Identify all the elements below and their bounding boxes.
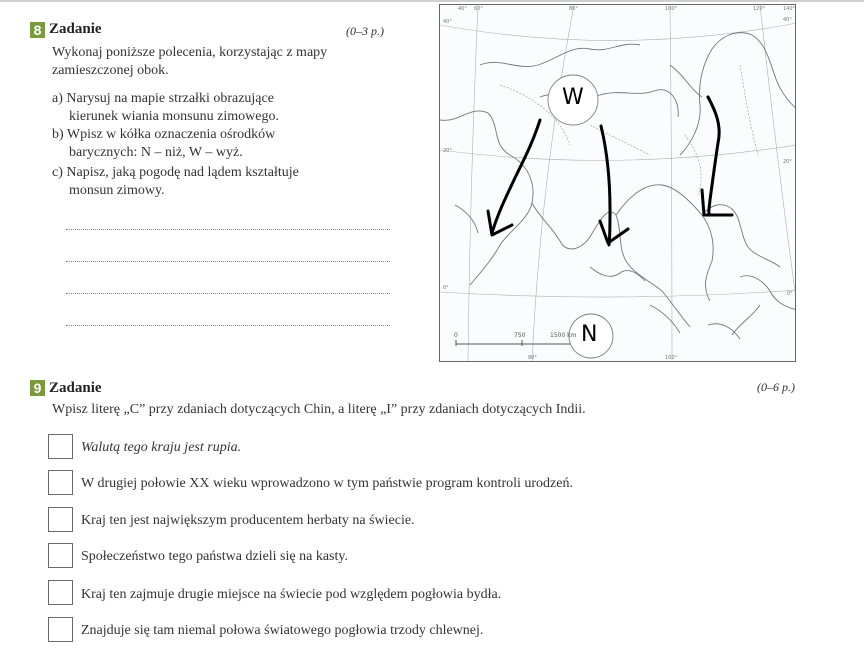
arrow-east-head bbox=[702, 190, 732, 215]
answer-line-1[interactable] bbox=[66, 229, 390, 231]
coord-bottom-80: 80° bbox=[528, 355, 537, 361]
statement-1: Walutą tego kraju jest rupia. bbox=[81, 440, 242, 455]
coord-left-40: 40° bbox=[443, 19, 452, 25]
task-8-item-b-line2: barycznych: N – niż, W – wyż. bbox=[69, 145, 243, 160]
arrow-west-stroke bbox=[492, 120, 540, 233]
task-8-points: (0–3 p.) bbox=[346, 24, 384, 38]
coord-top-60: 60° bbox=[474, 6, 483, 12]
task-8-number: 8 bbox=[30, 22, 45, 38]
coord-right-40: 40° bbox=[783, 17, 792, 23]
answer-box-6[interactable] bbox=[48, 617, 73, 642]
task-9-title: Zadanie bbox=[49, 380, 102, 396]
coord-left-20: 20° bbox=[443, 148, 452, 154]
task-8-item-c-line1: c) Napisz, jaką pogodę nad lądem kształtuje bbox=[52, 165, 299, 180]
task-8-item-b-line1: b) Wpisz w kółka oznaczenia ośrodków bbox=[52, 127, 276, 142]
task-9-number: 9 bbox=[30, 380, 45, 396]
coord-top-140: 140° bbox=[783, 6, 796, 12]
task-8-item-a-line1: a) Narysuj na mapie strzałki obrazujące bbox=[52, 91, 274, 106]
answer-line-3[interactable] bbox=[66, 293, 390, 295]
statement-5: Kraj ten zajmuje drugie miejsce na świecie pod względem pogłowia bydła. bbox=[81, 587, 502, 602]
high-pressure-label: W bbox=[562, 85, 584, 110]
coord-left-0: 0° bbox=[443, 285, 449, 291]
task-9-instruction: Wpisz literę „C” przy zdaniach dotyczących Chin, a literę „I” przy zdaniach dotyczących Indii. bbox=[52, 402, 586, 417]
statement-6: Znajduje się tam niemal połowa światowego pogłowia trzody chlewnej. bbox=[81, 623, 484, 638]
statement-4: Społeczeństwo tego państwa dzieli się na kasty. bbox=[81, 549, 348, 564]
coord-right-20: 20° bbox=[783, 159, 792, 165]
answer-box-2[interactable] bbox=[48, 470, 73, 495]
scale-label-1500: 1500 km bbox=[550, 332, 577, 339]
task-9-points: (0–6 p.) bbox=[757, 380, 795, 394]
answer-box-5[interactable] bbox=[48, 580, 73, 605]
coord-top-100: 100° bbox=[665, 6, 678, 12]
arrow-east-stroke bbox=[708, 97, 719, 215]
arrow-centre-head bbox=[600, 221, 628, 243]
coord-top-80: 80° bbox=[569, 6, 578, 12]
answer-box-1[interactable] bbox=[48, 434, 73, 459]
coord-right-0: 0° bbox=[787, 291, 793, 297]
map-drawing bbox=[440, 5, 796, 362]
coord-top-40: 40° bbox=[458, 6, 467, 12]
task-8-item-c-line2: monsun zimowy. bbox=[69, 183, 165, 198]
answer-box-3[interactable] bbox=[48, 507, 73, 532]
low-pressure-label: N bbox=[581, 322, 598, 347]
monsoon-map bbox=[439, 4, 796, 362]
scale-label-0: 0 bbox=[454, 332, 458, 339]
task-8-intro-line2: zamieszczonej obok. bbox=[52, 63, 169, 78]
coord-bottom-100: 100° bbox=[665, 355, 678, 361]
answer-line-4[interactable] bbox=[66, 325, 390, 327]
coord-top-120: 120° bbox=[753, 6, 766, 12]
task-8-intro-line1: Wykonaj poniższe polecenia, korzystając z mapy bbox=[52, 45, 328, 60]
task-8-title: Zadanie bbox=[49, 21, 102, 37]
top-border bbox=[0, 0, 864, 2]
scale-bar bbox=[456, 340, 588, 346]
task-8-item-a-line2: kierunek wiania monsunu zimowego. bbox=[69, 109, 279, 124]
answer-box-4[interactable] bbox=[48, 543, 73, 568]
scale-label-750: 750 bbox=[514, 332, 526, 339]
answer-line-2[interactable] bbox=[66, 261, 390, 263]
statement-2: W drugiej połowie XX wieku wprowadzono w tym państwie program kontroli urodzeń. bbox=[81, 476, 573, 491]
statement-3: Kraj ten jest największym producentem herbaty na świecie. bbox=[81, 513, 415, 528]
